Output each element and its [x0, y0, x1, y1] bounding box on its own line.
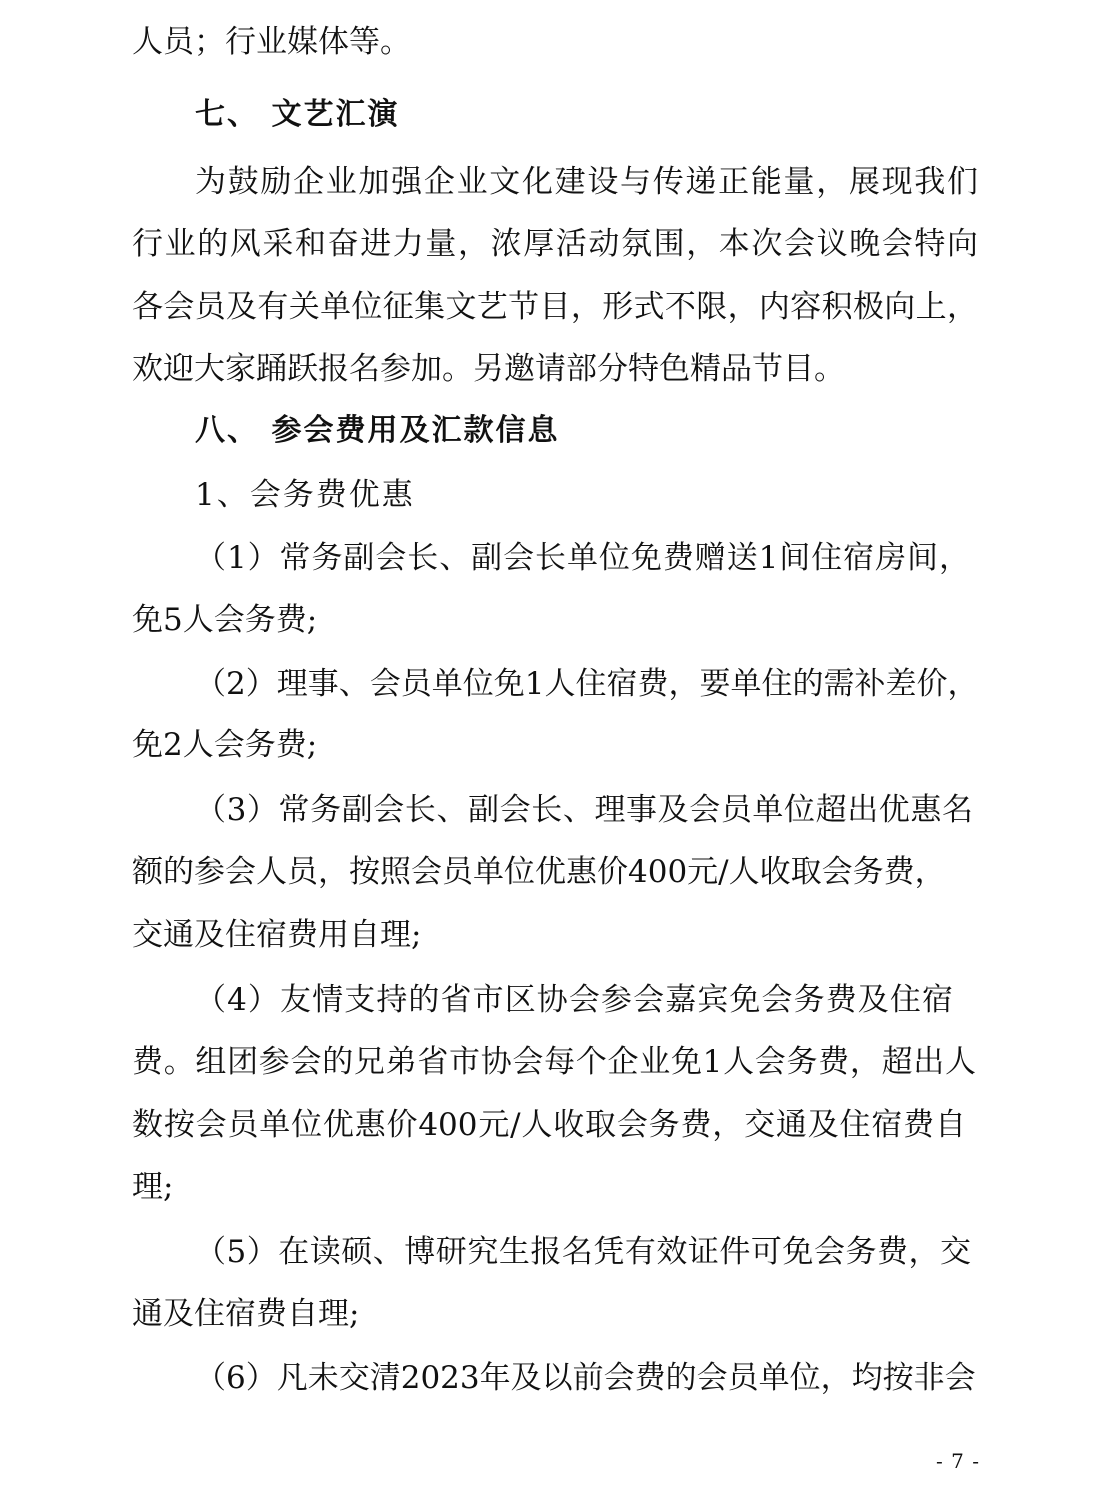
text-line-10: 免5人会务费; — [132, 602, 318, 638]
text-line-13: （3）常务副会长、副会长、理事及会员单位超出优惠名 — [195, 792, 973, 828]
text-line-5: 各会员及有关单位征集文艺节目，形式不限，内容积极向上， — [132, 289, 978, 325]
text-line-19: 理; — [132, 1169, 174, 1205]
text-line-22: （6）凡未交清2023年及以前会费的会员单位，均按非会 — [195, 1360, 976, 1396]
text-line-20: （5）在读硕、博研究生报名凭有效证件可免会务费，交 — [195, 1234, 971, 1270]
text-line-17: 费。组团参会的兄弟省市协会每个企业免1人会务费，超出人 — [132, 1044, 976, 1080]
section-heading-7: 七、 文艺汇演 — [195, 97, 400, 132]
text-line-18: 数按会员单位优惠价400元/人收取会务费，交通及住宿费自 — [132, 1107, 966, 1143]
text-line-12: 免2人会务费; — [132, 727, 318, 763]
text-line-14: 额的参会人员，按照会员单位优惠价400元/人收取会务费， — [132, 854, 946, 890]
text-line-3: 为鼓励企业加强企业文化建设与传递正能量，展现我们 — [195, 164, 978, 200]
text-line-4: 行业的风采和奋进力量，浓厚活动氛围，本次会议晚会特向 — [132, 226, 978, 262]
subsection-heading-fees: 1、会务费优惠 — [195, 477, 415, 513]
text-line-11: （2）理事、会员单位免1人住宿费，要单住的需补差价， — [195, 666, 979, 702]
page-number: - 7 - — [936, 1449, 980, 1473]
text-line-9: （1）常务副会长、副会长单位免费赠送1间住宿房间， — [195, 540, 970, 576]
text-line-15: 交通及住宿费用自理; — [132, 917, 422, 953]
text-line-6: 欢迎大家踊跃报名参加。另邀请部分特色精品节目。 — [132, 351, 845, 387]
text-line-1: 人员；行业媒体等。 — [132, 24, 411, 60]
text-line-16: （4）友情支持的省市区协会参会嘉宾免会务费及住宿 — [195, 982, 953, 1018]
text-line-21: 通及住宿费自理; — [132, 1296, 360, 1332]
section-heading-8: 八、 参会费用及汇款信息 — [195, 413, 560, 448]
